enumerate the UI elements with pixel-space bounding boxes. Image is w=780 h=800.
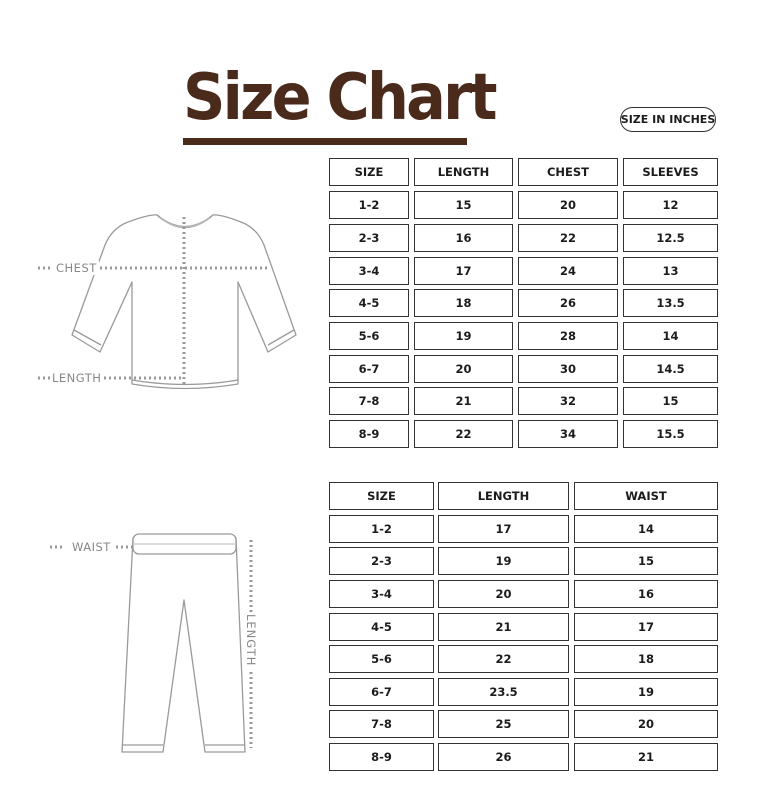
table-cell: 13.5	[623, 289, 718, 317]
page-title: Size Chart	[183, 61, 495, 135]
table-cell: 6-7	[329, 678, 434, 706]
table-cell: 24	[518, 257, 618, 285]
table-cell: 14.5	[623, 355, 718, 383]
table-cell: 14	[574, 515, 718, 543]
table-cell: 16	[414, 224, 513, 252]
table-header-cell: CHEST	[518, 158, 618, 186]
table-cell: 26	[518, 289, 618, 317]
table-cell: 30	[518, 355, 618, 383]
table-cell: 21	[438, 613, 569, 641]
table-cell: 3-4	[329, 580, 434, 608]
table-cell: 26	[438, 743, 569, 771]
table-cell: 16	[574, 580, 718, 608]
table-cell: 6-7	[329, 355, 409, 383]
chest-measure-label: CHEST	[56, 261, 97, 275]
table-cell: 20	[414, 355, 513, 383]
table-cell: 12.5	[623, 224, 718, 252]
table-cell: 12	[623, 191, 718, 219]
table-header-cell: WAIST	[574, 482, 718, 510]
table-cell: 1-2	[329, 191, 409, 219]
table-cell: 7-8	[329, 710, 434, 738]
table-header-cell: SIZE	[329, 482, 434, 510]
unit-badge: SIZE IN INCHES	[620, 107, 716, 132]
table-cell: 13	[623, 257, 718, 285]
table-cell: 32	[518, 387, 618, 415]
table-cell: 17	[574, 613, 718, 641]
table-cell: 7-8	[329, 387, 409, 415]
table-cell: 25	[438, 710, 569, 738]
table-cell: 5-6	[329, 322, 409, 350]
table-header-cell: SIZE	[329, 158, 409, 186]
table-cell: 22	[518, 224, 618, 252]
shirt-length-measure-label: LENGTH	[52, 371, 102, 385]
table-cell: 19	[414, 322, 513, 350]
table-header-cell: LENGTH	[438, 482, 569, 510]
table-cell: 1-2	[329, 515, 434, 543]
table-cell: 20	[574, 710, 718, 738]
table-cell: 22	[414, 420, 513, 448]
table-cell: 28	[518, 322, 618, 350]
table-cell: 15	[574, 547, 718, 575]
pants-length-measure-label: LENGTH	[244, 614, 258, 667]
table-header-cell: LENGTH	[414, 158, 513, 186]
table-cell: 2-3	[329, 547, 434, 575]
table-cell: 15	[414, 191, 513, 219]
table-cell: 17	[414, 257, 513, 285]
table-cell: 3-4	[329, 257, 409, 285]
table-cell: 8-9	[329, 420, 409, 448]
table-cell: 22	[438, 645, 569, 673]
table-cell: 14	[623, 322, 718, 350]
table-cell: 4-5	[329, 613, 434, 641]
table-cell: 4-5	[329, 289, 409, 317]
table-cell: 20	[518, 191, 618, 219]
table-cell: 20	[438, 580, 569, 608]
table-cell: 17	[438, 515, 569, 543]
table-cell: 2-3	[329, 224, 409, 252]
table-cell: 23.5	[438, 678, 569, 706]
table-cell: 19	[438, 547, 569, 575]
table-cell: 15.5	[623, 420, 718, 448]
table-cell: 19	[574, 678, 718, 706]
table-cell: 21	[574, 743, 718, 771]
table-cell: 34	[518, 420, 618, 448]
table-header-cell: SLEEVES	[623, 158, 718, 186]
table-cell: 8-9	[329, 743, 434, 771]
table-cell: 18	[574, 645, 718, 673]
table-cell: 15	[623, 387, 718, 415]
waist-measure-label: WAIST	[72, 540, 111, 554]
table-cell: 21	[414, 387, 513, 415]
table-cell: 18	[414, 289, 513, 317]
table-cell: 5-6	[329, 645, 434, 673]
